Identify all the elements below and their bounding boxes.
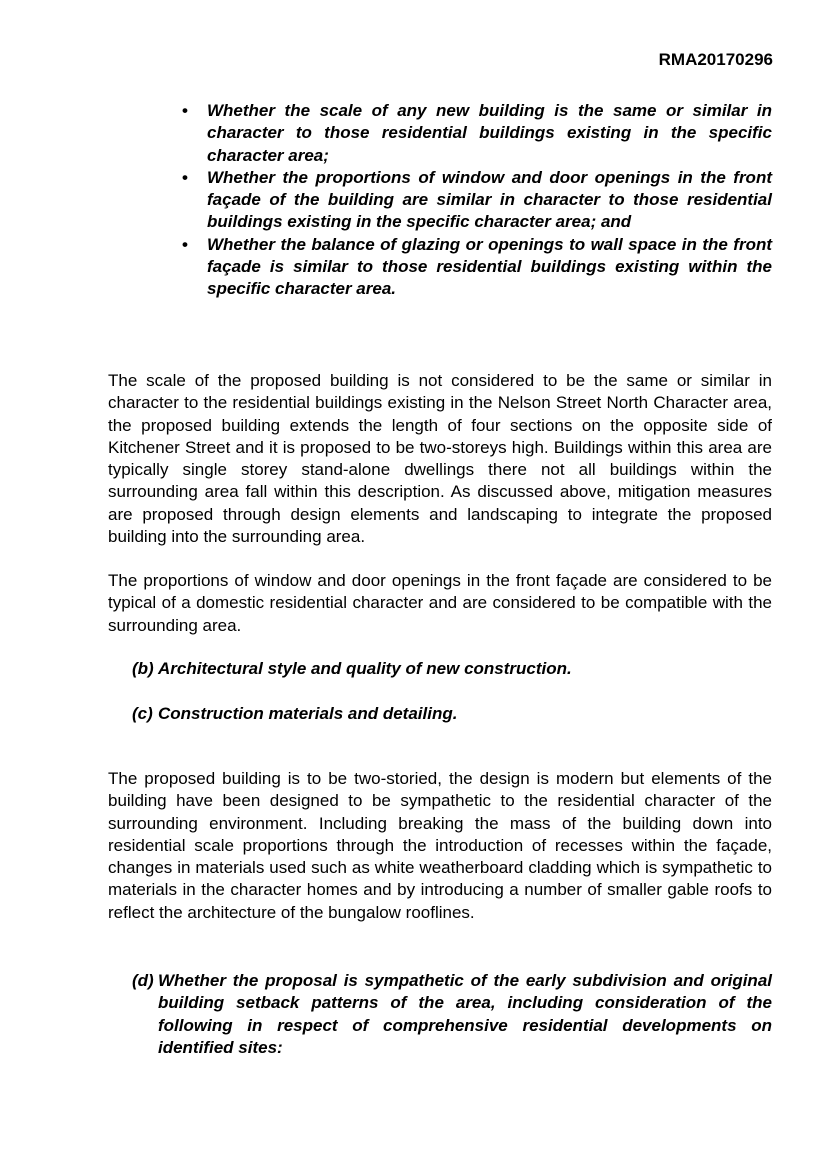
bullet-icon: •	[182, 167, 188, 187]
heading-c-label: (c)	[132, 704, 153, 723]
heading-b	[132, 658, 572, 680]
bullet-text: Whether the scale of any new building is the same or similar in character to those residential buildings existing in the specific character area;	[207, 101, 772, 165]
bullet-item	[182, 234, 772, 301]
heading-b-label: (b)	[132, 659, 154, 678]
heading-c-text: Construction materials and detailing.	[158, 704, 458, 723]
heading-b-text: Architectural style and quality of new construction.	[158, 659, 572, 678]
design-assessment-paragraph: The proposed building is to be two-storied, the design is modern but elements of the building have been designed to be sympathetic to the residential character of the surrounding environment. Including breaking the mass of the building down into residential scale proportions through the introduction of recesses within the façade, changes in materials used such as white weatherboard cladding which is sympathetic to materials in the character homes and by introducing a number of smaller gable roofs to reflect the architecture of the bungalow rooflines.	[108, 769, 772, 922]
openings-assessment-paragraph: The proportions of window and door openings in the front façade are considered to be typical of a domestic residential character and are considered to be compatible with the surrounding area.	[108, 571, 772, 635]
bullet-text: Whether the proportions of window and door openings in the front façade of the building are similar in character to those residential buildings existing in the specific character area; and	[207, 167, 772, 232]
bullet-icon: •	[182, 234, 188, 254]
scale-assessment-paragraph: The scale of the proposed building is not considered to be the same or similar in character to the residential buildings existing in the Nelson Street North Character area, the proposed building extends the length of four sections on the opposite side of Kitchener Street and it is proposed to be two-storeys high. Buildings within this area are typically single storey stand-alone dwellings there not all buildings within the surrounding area fall within this description. As discussed above, mitigation measures are proposed through design elements and landscaping to integrate the proposed building into the surrounding area.	[108, 371, 772, 547]
criteria-bullet-list	[182, 100, 772, 301]
bullet-text: Whether the balance of glazing or openings to wall space in the front façade is similar to those residential buildings existing within the specific character area.	[207, 234, 772, 299]
bullet-item	[182, 100, 772, 167]
bullet-icon: •	[182, 101, 188, 120]
heading-c	[132, 703, 457, 725]
bullet-item	[182, 167, 772, 234]
document-reference: RMA20170296	[658, 50, 773, 69]
heading-d-text: Whether the proposal is sympathetic of the early subdivision and original building setback patterns of the area, including consideration of the following in respect of comprehensive residential developments on identified sites:	[158, 971, 772, 1057]
heading-d-label: (d)	[132, 971, 154, 990]
heading-d	[132, 970, 772, 1059]
